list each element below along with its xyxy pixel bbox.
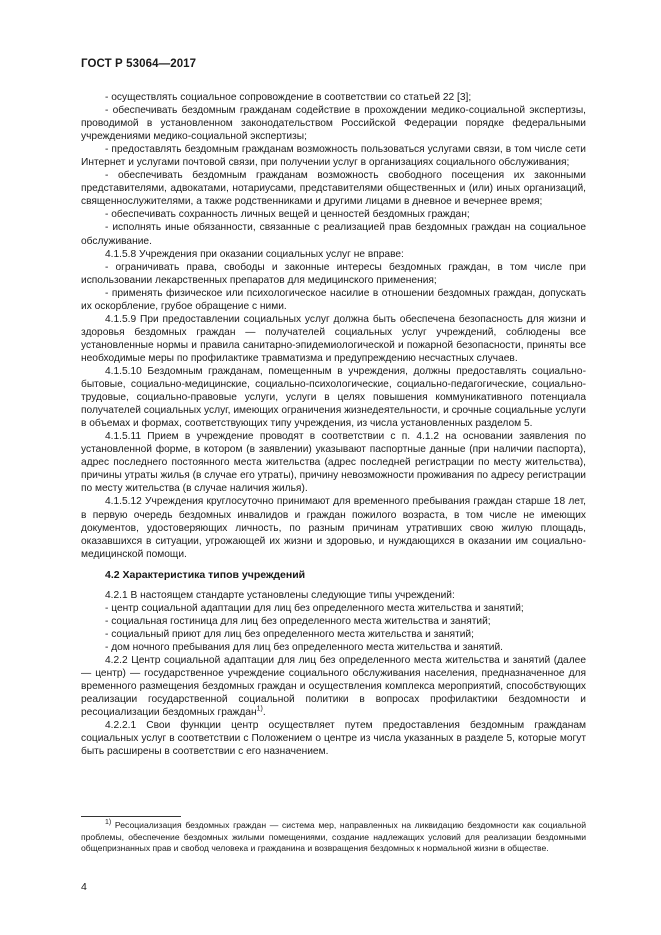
footnote-marker: 1) — [105, 819, 112, 827]
document-header: ГОСТ Р 53064—2017 — [81, 58, 197, 70]
footnote-ref: 1) — [256, 705, 263, 713]
list-item: - центр социальной адаптации для лиц без определенного места жительства и занятий; — [105, 602, 524, 614]
list-item: - осуществлять социальное сопровождение в соответствии со статьей 22 [3]; — [105, 92, 472, 103]
clause-4-1-5-8: 4.1.5.8 Учреждения при оказании социальных услуг не вправе: — [105, 248, 404, 260]
document-body — [81, 91, 586, 758]
list-item: - социальный приют для лиц без определенного места жительства и занятий; — [105, 628, 474, 640]
list-item: - дом ночного пребывания для лиц без определенного места жительства и занятий. — [105, 641, 503, 653]
list-item: - обеспечивать бездомным гражданам возможность свободного посещения их законными представителями, адвокатами, нотариусами, представителями общественных и (или) иных организаций, священнослужителями, а также родственниками и другими лицами в дневное и вечернее время; — [81, 170, 586, 208]
footnote — [81, 820, 586, 855]
clause-4-1-5-10: 4.1.5.10 Бездомным гражданам, помещенным в учреждения, должны предоставлять социально-бытовые, социально-медицинские, социально-психологические, социально-педагогические, социально-трудовые, социально-правовые услуги, услуги в целях повышения коммуникативного потенциала получателей социальных услуг, имеющих ограничения жизнедеятельности, и срочные социальные услуги в объемах и формах, соответствующих типу учреждения, из числа установленных разделом 5. — [81, 365, 586, 430]
list-item: - социальная гостиница для лиц без определенного места жительства и занятий; — [105, 615, 491, 627]
page-number: 4 — [81, 881, 87, 893]
list-item: - обеспечивать сохранность личных вещей и ценностей бездомных граждан; — [105, 209, 470, 221]
clause-4-2-1: 4.2.1 В настоящем стандарте установлены следующие типы учреждений: — [105, 589, 455, 601]
section-heading: 4.2 Характеристика типов учреждений — [105, 568, 306, 581]
list-item: - предоставлять бездомным гражданам возможность пользоваться услугами связи, в том числе сети Интернет и услугами почтовой связи, при получении услуг в организациях социального обслуживания; — [81, 144, 586, 169]
clause-4-2-2: 4.2.2 Центр социальной адаптации для лиц без определенного места жительства и занятий (далее — центр) — государственное учреждение социального обслуживания населения, предназначенное для временного размещения бездомных граждан и осуществления комплекса мероприятий, способствующих реализации государственной социальной политики в вопросах профилактики бездомности и ресоциализации бездомных граждан$^{1)}$. — [81, 654, 586, 719]
list-item: - исполнять иные обязанности, связанные с реализацией прав бездомных граждан на социальное обслуживание. — [81, 222, 586, 247]
footnote-text: Ресоциализация бездомных граждан — система мер, направленных на ликвидацию бездомности как социальной проблемы, обеспечение бездомных жилыми помещениями, создание надлежащих условий для реализации бездомными общепризнанных прав и свобод человека и гражданина и возвращения бездомных к нормальной жизни в обществе. — [81, 820, 587, 854]
clause-4-1-5-11: 4.1.5.11 Прием в учреждение проводят в соответствии с п. 4.1.2 на основании заявления по установленной форме, в котором (в заявлении) указывают паспортные данные (при наличии паспорта), адрес последнего постоянного места жительства (адрес последней регистрации по месту жительства), причины утраты жилья (в случае его утраты), причину невозможности проживания по адресу регистрации по месту жительства (в случае наличия жилья). — [81, 431, 586, 495]
clause-4-2-2-text: 4.2.2 Центр социальной адаптации для лиц без определенного места жительства и занятий (далее — центр) — государственное учреждение социального обслуживания населения, предназначенное для временного размещения бездомных граждан и осуществления комплекса мероприятий, способствующих реализации государственной социальной политики в вопросах профилактики бездомности и ресоциализации бездомных граждан — [81, 654, 586, 719]
list-item: - обеспечивать бездомным гражданам содействие в прохождении медико-социальной экспертизы, проводимой в установленном законодательством Российской Федерации порядке федеральными учреждениями медико-социальной экспертизы; — [81, 105, 586, 143]
clause-4-2-2-1: 4.2.2.1 Свои функции центр осуществляет путем предоставления бездомным гражданам социальных услуг в соответствии с Положением о центре из числа указанных в разделе 5, которые могут быть расширены в соответствии с его назначением. — [81, 720, 586, 758]
footnote-divider — [81, 816, 181, 817]
clause-4-1-5-12: 4.1.5.12 Учреждения круглосуточно принимают для временного пребывания граждан старше 18 лет, в первую очередь бездомных инвалидов и граждан пожилого возраста, в том числе не имеющих документов, удостоверяющих личность, по разным причинам утративших свою жилую площадь, оказавшихся в ситуации, угрожающей их жизни и здоровью, и нуждающихся в оказании им социально-медицинской помощи. — [81, 496, 586, 560]
clause-4-1-5-9: 4.1.5.9 При предоставлении социальных услуг должна быть обеспечена безопасность для жизни и здоровья бездомных граждан — получателей социальных услуг учреждений, соблюдены все установленные нормы и правила санитарно-эпидемиологической и пожарной безопасности, приняты все необходимые меры по профилактике травматизма и предупреждению несчастных случаев. — [81, 313, 586, 364]
list-item: - ограничивать права, свободы и законные интересы бездомных граждан, в том числе при использовании лекарственных препаратов для медицинского применения; — [81, 261, 586, 286]
list-item: - применять физическое или психологическое насилие в отношении бездомных граждан, допускать их оскорбление, грубое обращение с ними. — [81, 287, 586, 312]
